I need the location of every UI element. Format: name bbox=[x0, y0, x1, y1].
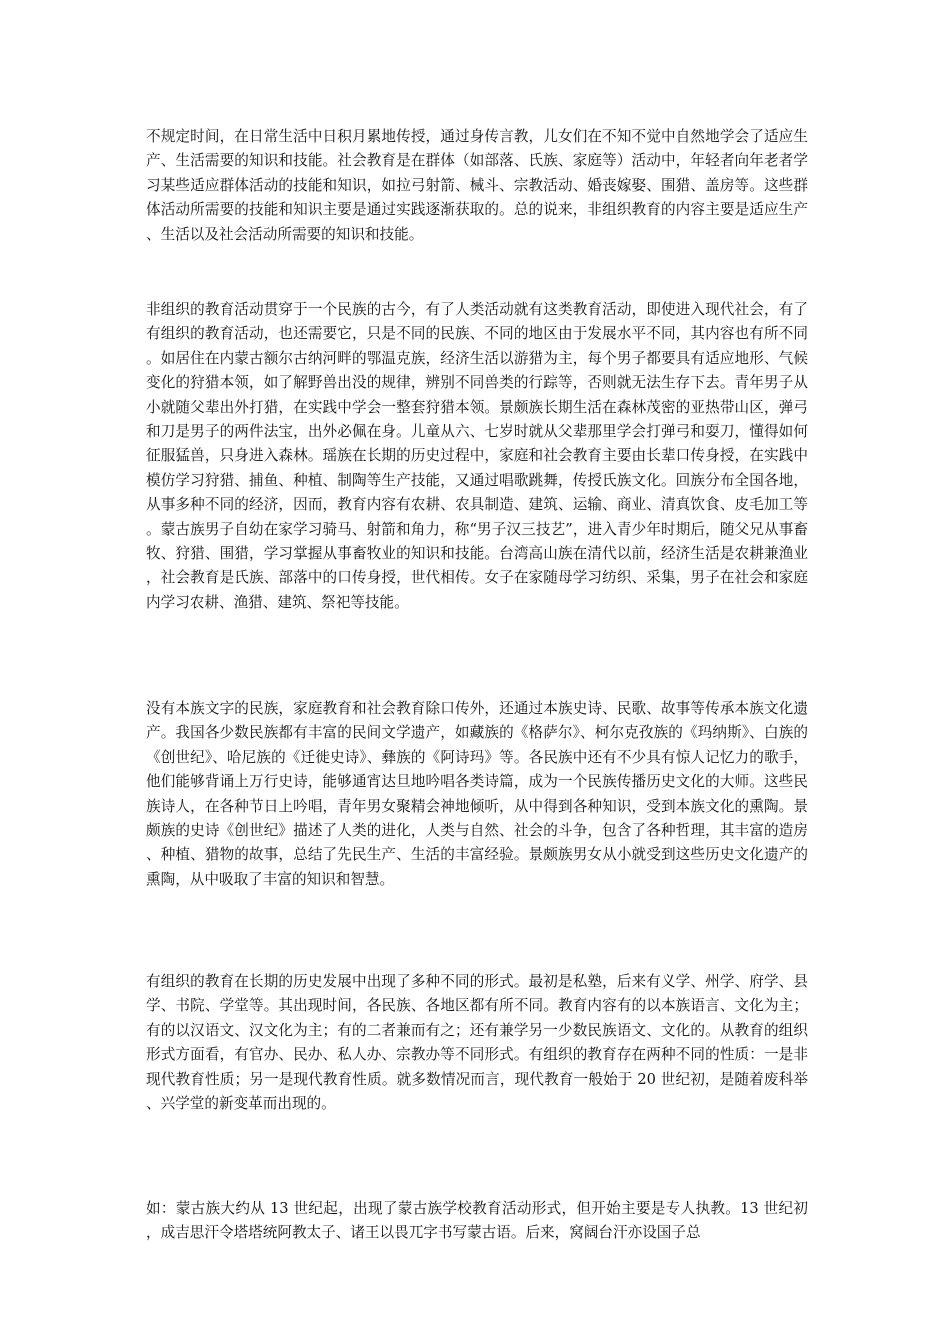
paragraph-2: 非组织的教育活动贯穿于一个民族的古今，有了人类活动就有这类教育活动，即使进入现代社会，有了有组织的教育活动，也还需要它，只是不同的民族、不同的地区由于发展水平不同，其内容也有所不同。如居住在内蒙古额尔古纳河畔的鄂温克族，经济生活以游猎为主，每个男子都要具有适应地形、气候变化的狩猎本领，如了解野兽出没的规律，辨别不同兽类的行踪等，否则就无法生存下去。青年男子从小就随父辈出外打猎，在实践中学会一整套狩猎本领。景颇族长期生活在森林茂密的亚热带山区，弹弓和刀是男子的两件法宝，出外必佩在身。儿童从六、七岁时就从父辈那里学会打弹弓和耍刀，懂得如何征服猛兽，只身进入森林。瑶族在长期的历史过程中，家庭和社会教育主要由长辈口传身授，在实践中模仿学习狩猎、捕鱼、种植、制陶等生产技能，又通过唱歌跳舞，传授氏族文化。回族分布全国各地，从事多种不同的经济，因而，教育内容有农耕、农具制造、建筑、运输、商业、清真饮食、皮毛加工等。蒙古族男子自幼在家学习骑马、射箭和角力，称“男子汉三技艺”，进入青少年时期后，随父兄从事畜牧、狩猎、围猎，学习掌握从事畜牧业的知识和技能。台湾高山族在清代以前，经济生活是农耕兼渔业，社会教育是氏族、部落中的口传身授，世代相传。女子在家随母学习纺织、采集，男子在社会和家庭内学习农耕、渔猎、建筑、祭祀等技能。 bbox=[146, 301, 808, 611]
paragraph-4: 有组织的教育在长期的历史发展中出现了多种不同的形式。最初是私塾，后来有义学、州学、府学、县学、书院、学堂等。其出现时间，各民族、各地区都有所不同。教育内容有的以本族语言、文化为主；有的以汉语文、汉文化为主；有的二者兼而有之；还有兼学另一少数民族语文、文化的。从教育的组织形式方面看，有官办、民办、私人办、宗教办等不同形式。有组织的教育存在两种不同的性质：一是非现代教育性质；另一是现代教育性质。就多数情况而言，现代教育一般始于 20 世纪初，是随着废科举、兴学堂的新变革而出现的。 bbox=[146, 973, 808, 1113]
paragraph-1: 不规定时间，在日常生活中日积月累地传授，通过身传言教，儿女们在不知不觉中自然地学会了适应生产、生活需要的知识和技能。社会教育是在群体（如部落、氏族、家庭等）活动中，年轻者向年老者学习某些适应群体活动的技能和知识，如拉弓射箭、械斗、宗教活动、婚丧嫁娶、围猎、盖房等。这些群体活动所需要的技能和知识主要是通过实践逐渐获取的。总的说来，非组织教育的内容主要是适应生产、生活以及社会活动所需要的知识和技能。 bbox=[146, 128, 808, 243]
paragraph-3: 没有本族文字的民族，家庭教育和社会教育除口传外，还通过本族史诗、民歌、故事等传承本族文化遗产。我国各少数民族都有丰富的民间文学遗产，如藏族的《格萨尔》、柯尔克孜族的《玛纳斯》、白族的《创世纪》、哈尼族的《迁徙史诗》、彝族的《阿诗玛》等。各民族中还有不少具有惊人记忆力的歌手，他们能够背诵上万行史诗，能够通宵达旦地吟唱各类诗篇，成为一个民族传播历史文化的大师。这些民族诗人，在各种节日上吟唱，青年男女聚精会神地倾听，从中得到各种知识，受到本族文化的熏陶。景颇族的史诗《创世纪》描述了人类的进化，人类与自然、社会的斗争，包含了各种哲理，其丰富的造房、种植、猎物的故事，总结了先民生产、生活的丰富经验。景颇族男女从小就受到这些历史文化遗产的熏陶，从中吸取了丰富的知识和智慧。 bbox=[146, 700, 808, 888]
paragraph-5: 如：蒙古族大约从 13 世纪起，出现了蒙古族学校教育活动形式，但开始主要是专人执教。13 世纪初，成吉思汗令塔塔统阿教太子、诸王以畏兀字书写蒙古语。后来，窝阔台汗亦设国子总 bbox=[146, 1200, 808, 1242]
